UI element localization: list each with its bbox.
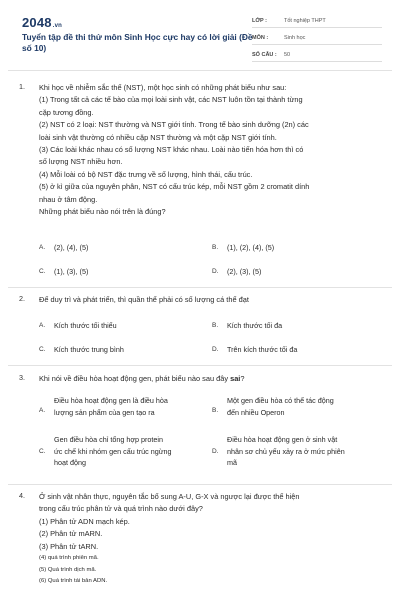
exam-meta (252, 14, 382, 62)
question-text: Ở sinh vật nhân thực, nguyên tắc bổ sung A-U, G-X và ngược lại được thể hiện trong cấu trúc phân tử và quá trình nào dưới đây? (1) Phân tử ADN mạch kép. (2) Phân tử mARN. (3) Phân tử tARN. (4) quá trình phiên mã. (5) Quá trình dịch mã. (6) Quá trình tái bản ADN. (39, 492, 300, 585)
header-divider (8, 70, 392, 71)
question-text: Khi nói về điều hòa hoạt động gen, phát biểu nào sau đây sai? (39, 374, 245, 383)
question-number: 1. (19, 82, 25, 91)
option-c[interactable]: C. Gen điều hòa chỉ tổng hợp protein ức chế khi nhóm gen cấu trúc ngừng hoạt động (39, 435, 172, 467)
question-number: 2. (19, 294, 25, 303)
option-d[interactable]: D. Điều hòa hoạt động gen ở sinh vật nhân sơ chủ yếu xảy ra ở mức phiên mã (212, 435, 345, 467)
option-b[interactable]: B. Một gen điều hòa có thể tác động đến nhiều Operon (212, 396, 334, 417)
question-text: Khi học về nhiễm sắc thể (NST), một học sinh có những phát biểu như sau: (1) Trong tất cả các tế bào của mọi loài sinh vật, các NST luôn tồn tại thành từng cặp tương đồng. (2) NST có 2 loại: NST thường và NST giới tính. Trong tế bào sinh dưỡng (2n) các loài sinh vật thường có nhiều cặp NST thường và một cặp NST giới tính. (3) Các loài khác nhau có số lượng NST khác nhau. Loài nào tiến hóa hơn thì có số lượng NST nhiều hơn. (4) Mỗi loài có bộ NST đặc trưng về số lượng, hình thái, cấu trúc. (5) ở kì giữa của nguyên phân, NST có cấu trúc kép, mỗi NST gồm 2 cromatit dính nhau ở tâm động. Những phát biểu nào nói trên là đúng? (39, 83, 310, 217)
page-header (0, 0, 400, 62)
exam-title: Tuyển tập đề thi thử môn Sinh Học cực hay có lời giải (Đề số 10) (22, 32, 253, 53)
meta-question-count: SỐ CÂU : 50 (252, 48, 382, 62)
question-text: Để duy trì và phát triển, thì quần thể phải có số lượng cá thể đạt (39, 295, 249, 304)
question-divider (8, 484, 392, 485)
site-logo[interactable]: 2048.vn (22, 15, 63, 30)
meta-subject: MÔN : Sinh học (252, 31, 382, 45)
question-number: 3. (19, 373, 25, 382)
question-number: 4. (19, 491, 25, 500)
option-a[interactable]: A. Điều hòa hoạt động gen là điều hòa lượng sản phẩm của gen tạo ra (39, 396, 168, 417)
question-divider (8, 365, 392, 366)
meta-class: LỚP : Tốt nghiệp THPT (252, 14, 382, 28)
question-divider (8, 287, 392, 288)
